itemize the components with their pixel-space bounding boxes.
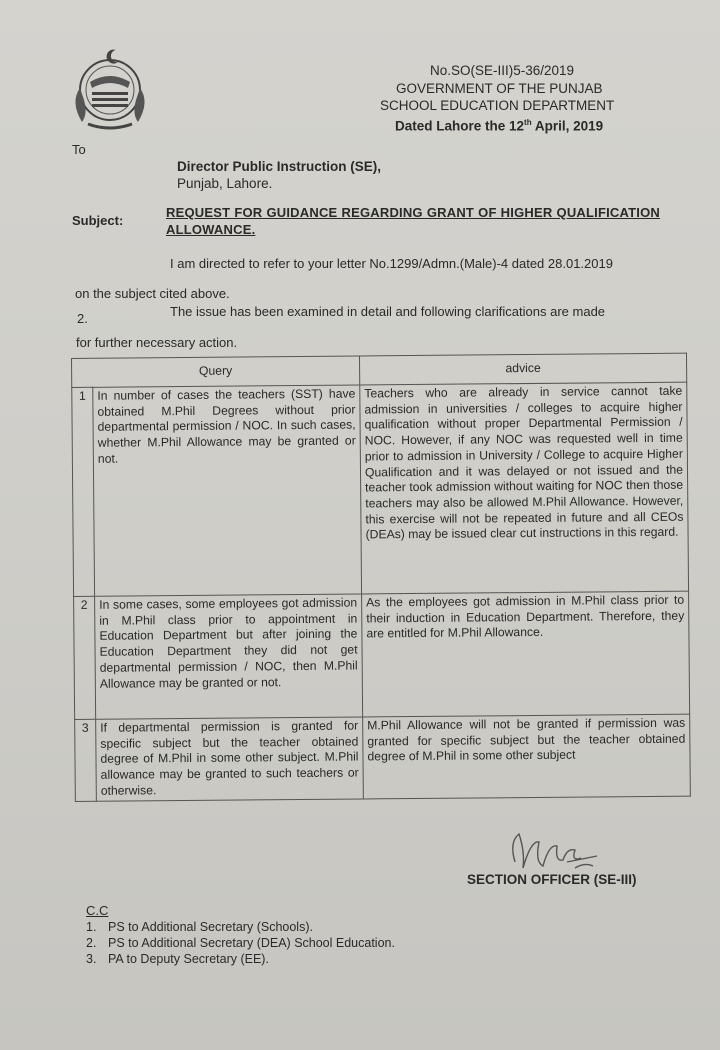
to-label: To [72, 142, 86, 157]
department-name: SCHOOL EDUCATION DEPARTMENT [380, 98, 615, 113]
clarification-table [71, 353, 691, 802]
row-number: 1 [72, 387, 95, 596]
paragraph-1-line-1: I am directed to refer to your letter No.1299/Admn.(Male)-4 dated 28.01.2019 [170, 256, 613, 271]
cc-item-text: PS to Additional Secretary (Schools). [108, 920, 313, 934]
query-cell: If departmental permission is granted for specific subject but the teacher obtained degree of M.Phil in some other subject. M.Phil allowance may be granted to such teachers or otherwise. [96, 717, 364, 801]
list-item [86, 935, 395, 951]
table-row [75, 714, 691, 801]
government-name: GOVERNMENT OF THE PUNJAB [396, 81, 603, 96]
date-suffix: April, 2019 [531, 118, 604, 134]
advice-cell: M.Phil Allowance will not be granted if permission was granted for specific subject but the teacher obtained degree of M.Phil in some other subject [363, 714, 691, 798]
addressee-line-1: Director Public Instruction (SE), [177, 159, 382, 174]
letter-date [395, 114, 603, 135]
reference-number: No.SO(SE-III)5-36/2019 [430, 63, 575, 78]
paragraph-1-line-2: on the subject cited above. [75, 286, 230, 301]
query-cell: In number of cases the teachers (SST) have obtained M.Phil Degrees without prior departmental permission / NOC. In such cases, whether M.Phil Allowance may be granted or not. [93, 385, 362, 596]
cc-item-text: PA to Deputy Secretary (EE). [108, 952, 269, 966]
advice-cell: Teachers who are already in service cannot take admission in universities / colleges to acquire higher qualification without proper Departmental Permission / NOC. However, if any NOC was requested well in time prior to admission in University / College to acquire Higher Qualification and it was delayed or not issued and the teacher took admission without waiting for NOC then those teachers may also be allowed M.Phil Allowance. However, this exercise will not be repeated in future and all CEOs (DEAs) may be issued clear cut instructions in this regard. [360, 382, 689, 594]
list-item [86, 919, 395, 935]
cc-list [86, 919, 395, 967]
advice-cell: As the employees got admission in M.Phil class prior to their induction in Education Department. Therefore, they are entitled for M.Phil Allowance. [362, 591, 690, 717]
subject-text: REQUEST FOR GUIDANCE REGARDING GRANT OF HIGHER QUALIFICATION ALLOWANCE. [166, 205, 660, 237]
row-number: 3 [75, 719, 97, 801]
paragraph-2-line-2: for further necessary action. [76, 335, 238, 350]
cc-item-number: 2. [86, 936, 97, 950]
date-prefix: Dated Lahore the 12 [395, 118, 525, 134]
query-cell: In some cases, some employees got admission in M.Phil class prior to appointment in Education Department but after joining the Education Department they did not get departmental permission / NOC, then M.Phil Allowance may be granted or not. [95, 594, 363, 719]
table-row [74, 591, 690, 719]
paragraph-2-line-1: The issue has been examined in detail and following clarifications are made [170, 304, 606, 319]
row-number: 2 [74, 596, 96, 719]
cc-item-number: 3. [86, 952, 97, 966]
query-column-header: Query [72, 356, 360, 388]
addressee-line-2: Punjab, Lahore. [177, 176, 273, 191]
date-ordinal: th [524, 118, 532, 127]
advice-column-header: advice [359, 353, 686, 385]
addressee-block [177, 158, 381, 192]
government-of-punjab-emblem [62, 40, 158, 136]
cc-item-number: 1. [86, 920, 97, 934]
cc-item-text: PS to Additional Secretary (DEA) School Education. [108, 936, 395, 950]
cc-label: C.C [86, 903, 109, 918]
paragraph-2-number: 2. [77, 311, 88, 326]
list-item [86, 951, 395, 967]
table-row [72, 382, 689, 596]
subject-label: Subject: [72, 213, 124, 228]
signatory-designation: SECTION OFFICER (SE-III) [467, 872, 637, 887]
